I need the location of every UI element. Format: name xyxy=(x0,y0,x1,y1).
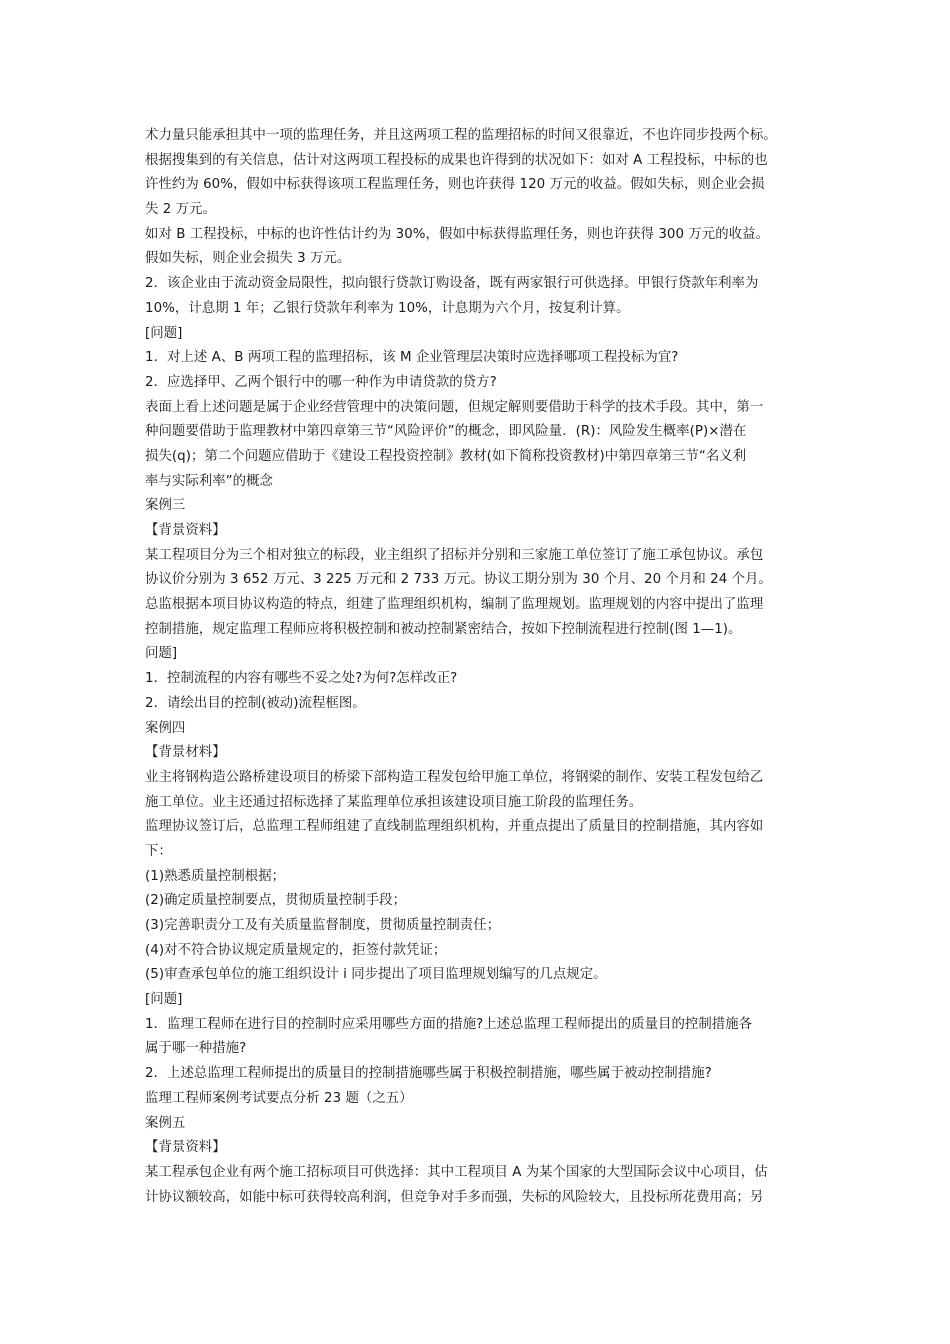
text-line: 监理协议签订后，总监理工程师组建了直线制监理组织机构，并重点提出了质量目的控制措施，其内容如 xyxy=(145,819,764,835)
text-line: 2．请绘出目的控制(被动)流程框图。 xyxy=(145,695,366,711)
text-line: 监理工程师案例考试要点分析 23 题（之五） xyxy=(145,1090,413,1106)
text-line: 总监根据本项目协议构造的特点，组建了监理组织机构，编制了监理规划。监理规划的内容中提出了监理 xyxy=(145,597,764,613)
text-line: 如对 B 工程投标，中标的也许性估计约为 30%，假如中标获得监理任务，则也许获得 300 万元的收益。 xyxy=(145,226,770,242)
text-line: 种问题要借助于监理教材中第四章第三节“风险评价”的概念，即风险量．(R)：风险发生概率(P)×潜在 xyxy=(145,424,747,440)
text-line: 1．监理工程师在进行目的控制时应采用哪些方面的措施?上述总监理工程师提出的质量目的控制措施各 xyxy=(145,1016,753,1032)
text-line: 计协议额较高，如能中标可获得较高利润，但竞争对手多而强，失标的风险较大，且投标所花费用高；另 xyxy=(145,1189,764,1205)
text-line: 某工程项目分为三个相对独立的标段，业主组织了招标并分别和三家施工单位签订了施工承包协议。承包 xyxy=(145,547,764,563)
text-line: 表面上看上述问题是属于企业经营管理中的决策问题，但规定解则要借助于科学的技术手段。其中，第一 xyxy=(145,399,764,415)
text-line: 施工单位。业主还通过招标选择了某监理单位承担该建设项目施工阶段的监理任务。 xyxy=(145,794,643,810)
text-line: (1)熟悉质量控制根据； xyxy=(145,868,286,884)
text-line: 【背景资料】 xyxy=(145,523,226,538)
text-line: 案例四 xyxy=(145,720,186,736)
text-line: 某工程承包企业有两个施工招标项目可供选择：其中工程项目 A 为某个国家的大型国际会议中心项目，估 xyxy=(145,1164,768,1180)
text-line: [问题] xyxy=(145,325,183,341)
text-line: 业主将钢构造公路桥建设项目的桥梁下部构造工程发包给甲施工单位，将钢梁的制作、安装工程发包给乙 xyxy=(145,769,764,785)
document-body xyxy=(145,124,810,1210)
text-line: 案例三 xyxy=(145,498,186,514)
text-line: (3)完善职责分工及有关质量监督制度，贯彻质量控制责任； xyxy=(145,918,501,933)
text-line: 1．控制流程的内容有哪些不妥之处?为何?怎样改正? xyxy=(145,671,458,687)
text-line: (2)确定质量控制要点，贯彻质量控制手段； xyxy=(145,893,407,909)
text-line: 【背景材料】 xyxy=(145,745,226,761)
text-line: 许性约为 60%，假如中标获得该项工程监理任务，则也许获得 120 万元的收益。假如失标，则企业会损 xyxy=(145,177,765,193)
text-line: 术力量只能承担其中一项的监理任务，并且这两项工程的监理招标的时间又很靠近，不也许同步投两个标。 xyxy=(145,128,777,143)
text-line: 控制措施，规定监理工程师应将积极控制和被动控制紧密结合，按如下控制流程进行控制(图 1—1)。 xyxy=(145,621,742,637)
text-line: 问题] xyxy=(145,646,178,662)
text-line: 失 2 万元。 xyxy=(145,202,216,218)
text-line: 下： xyxy=(145,843,172,859)
text-line: 【背景资料】 xyxy=(145,1140,226,1156)
text-line: 根据搜集到的有关信息，估计对这两项工程投标的成果也许得到的状况如下：如对 A 工程投标，中标的也 xyxy=(145,152,768,168)
text-line: 假如失标，则企业会损失 3 万元。 xyxy=(145,251,351,267)
text-line: 2．该企业由于流动资金局限性，拟向银行贷款订购设备，既有两家银行可供选择。甲银行贷款年利率为 xyxy=(145,276,759,292)
text-line: 10%，计息期 1 年；乙银行贷款年利率为 10%，计息期为六个月，按复利计算。 xyxy=(145,300,630,316)
text-line: 协议价分别为 3 652 万元、3 225 万元和 2 733 万元。协议工期分别为 30 个月、20 个月和 24 个月。 xyxy=(145,572,772,588)
text-line: 2．应选择甲、乙两个银行中的哪一种作为申请贷款的贷方? xyxy=(145,374,497,390)
text-line: 案例五 xyxy=(145,1115,186,1131)
text-line: 2．上述总监理工程师提出的质量目的控制措施哪些属于积极控制措施，哪些属于被动控制措施? xyxy=(145,1066,712,1082)
text-line: (4)对不符合协议规定质量规定的，拒签付款凭证； xyxy=(145,942,447,958)
text-line: 属于哪一种措施? xyxy=(145,1041,247,1057)
text-line: 损失(q)；第二个问题应借助于《建设工程投资控制》教材(如下简称投资教材)中第四章第三节“名义利 xyxy=(145,448,747,464)
text-line: 率与实际利率”的概念 xyxy=(145,473,273,489)
text-line: [问题] xyxy=(145,992,183,1008)
text-line: 1．对上述 A、B 两项工程的监理招标，该 M 企业管理层决策时应选择哪项工程投标为宜? xyxy=(145,350,679,366)
text-line: (5)审查承包单位的施工组织设计 i 同步提出了项目监理规划编写的几点规定。 xyxy=(145,967,607,983)
